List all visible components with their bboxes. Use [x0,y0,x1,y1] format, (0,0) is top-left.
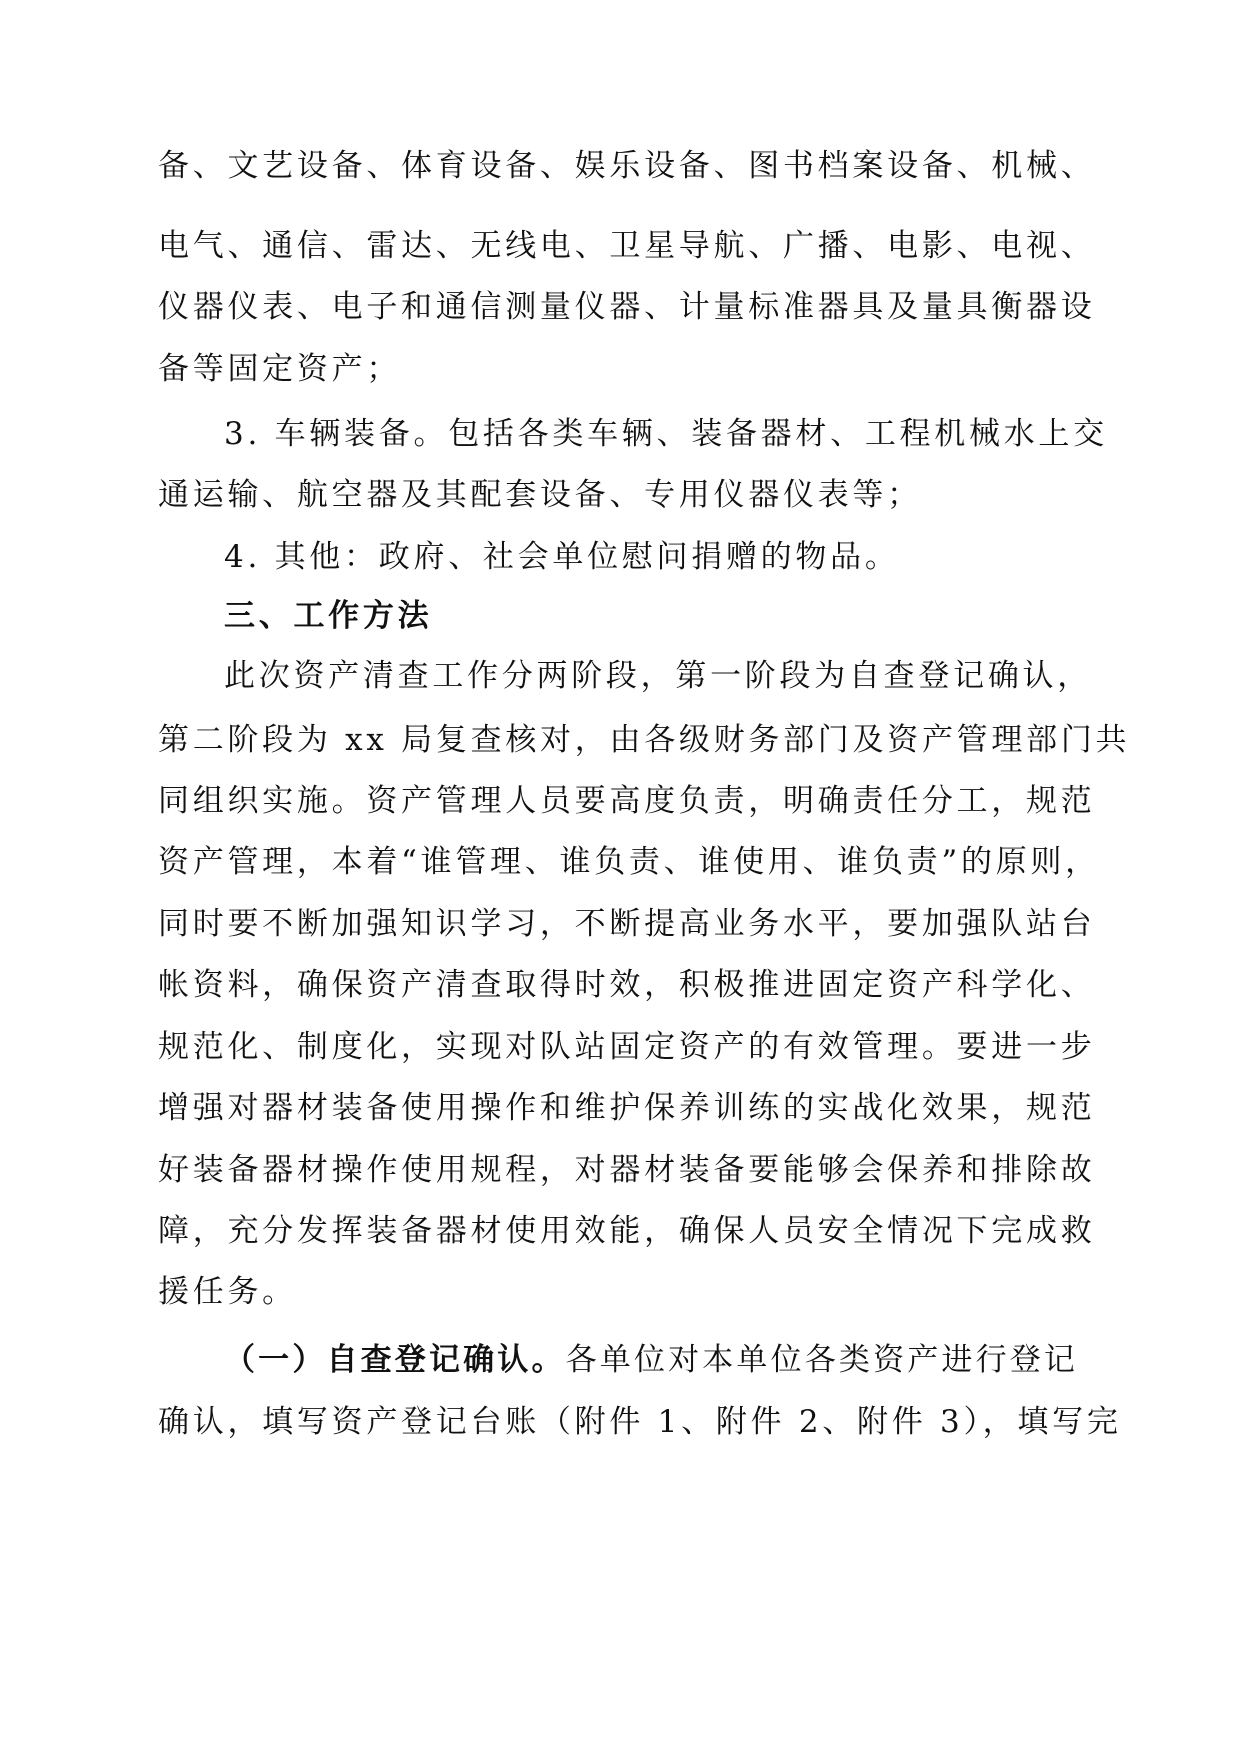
text-line: 同时要不断加强知识学习，不断提高业务水平，要加强队站台 [158,906,1096,942]
text-line: 确认，填写资产登记台账（附件 1、附件 2、附件 3），填写完 [158,1404,1122,1440]
section-heading: 三、工作方法 [224,598,433,634]
subsection-heading: （一）自查登记确认。 [224,1342,566,1378]
text-line: 通运输、航空器及其配套设备、专用仪器仪表等； [158,477,922,513]
subsection-text: 各单位对本单位各类资产进行登记 [565,1342,1078,1378]
text-line: 备等固定资产； [158,351,402,387]
text-line: 帐资料，确保资产清查取得时效，积极推进固定资产科学化、 [158,967,1096,1003]
text-line: 备、文艺设备、体育设备、娱乐设备、图书档案设备、机械、 [158,148,1096,184]
text-line: 增强对器材装备使用操作和维护保养训练的实战化效果，规范 [158,1090,1096,1126]
text-line: 4. 其他：政府、社会单位慰问捐赠的物品。 [224,539,900,575]
text-line: 3. 车辆装备。包括各类车辆、装备器材、工程机械水上交 [224,416,1108,452]
text-line: 第二阶段为 xx 局复查核对，由各级财务部门及资产管理部门共 [158,722,1131,758]
text-line: 好装备器材操作使用规程，对器材装备要能够会保养和排除故 [158,1152,1096,1188]
text-line: 同组织实施。资产管理人员要高度负责，明确责任分工，规范 [158,783,1096,819]
text-line: 此次资产清查工作分两阶段，第一阶段为自查登记确认， [224,658,1092,694]
text-line: 障，充分发挥装备器材使用效能，确保人员安全情况下完成救 [158,1213,1096,1249]
text-line: 电气、通信、雷达、无线电、卫星导航、广播、电影、电视、 [158,228,1096,264]
text-line: 仪器仪表、电子和通信测量仪器、计量标准器具及量具衡器设 [158,289,1096,325]
text-line: 资产管理，本着“谁管理、谁负责、谁使用、谁负责”的原则， [158,844,1100,880]
text-line: 援任务。 [158,1274,297,1310]
subsection-line [224,1335,1078,1385]
text-line: 规范化、制度化，实现对队站固定资产的有效管理。要进一步 [158,1029,1096,1065]
